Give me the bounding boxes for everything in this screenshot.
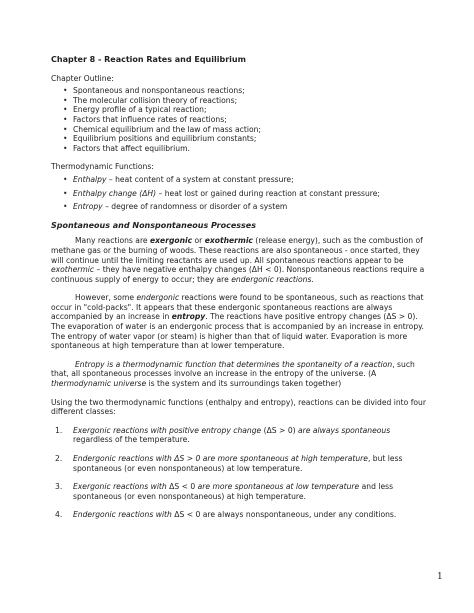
text: is the system and its surroundings taken together) <box>146 379 342 389</box>
reaction-classes-list <box>51 426 427 520</box>
emphasis: thermodynamic universe <box>51 379 147 389</box>
thermo-item-enthalpy <box>73 175 427 185</box>
text: . <box>311 274 314 284</box>
outline-item: • The molecular collision theory of reactions; <box>73 96 427 106</box>
emphasis: are more spontaneous at high temperature <box>202 454 368 463</box>
text: ΔS < 0 <box>174 510 203 520</box>
outline-item: • Energy profile of a typical reaction; <box>73 105 427 115</box>
paragraph-entropy-definition <box>51 360 427 389</box>
text: However, some <box>75 293 137 303</box>
page-number: 1 <box>437 572 443 582</box>
list-number: 1. <box>55 425 63 435</box>
text: (ΔS > 0) <box>261 425 299 435</box>
paragraph-endergonic <box>51 293 427 351</box>
outline-label: Chapter Outline: <box>51 73 114 83</box>
emphasis: are always spontaneous <box>298 425 391 435</box>
term-enthalpy-change: Enthalpy change <box>73 188 137 198</box>
term-desc: – heat lost or gained during reaction at constant pressure; <box>156 188 380 198</box>
term-entropy: Entropy <box>73 202 103 212</box>
emphasis: endergonic reactions <box>231 274 312 284</box>
outline-item: • Spontaneous and nonspontaneous reactions; <box>73 86 427 96</box>
reaction-class-item <box>55 454 427 473</box>
reaction-class-item <box>55 482 427 501</box>
document-content <box>51 55 427 529</box>
section-heading: Spontaneous and Nonspontaneous Processes <box>51 220 256 230</box>
text: or <box>192 236 205 246</box>
text: are always nonspontaneous, under any conditions. <box>202 510 397 520</box>
emphasis: endergonic <box>136 293 180 303</box>
text: regardless of the temperature. <box>73 435 190 445</box>
reaction-class-item <box>55 425 427 445</box>
thermo-list <box>51 175 427 212</box>
paragraph-classes-intro: Using the two thermodynamic functions (enthalpy and entropy), reactions can be divided into four different classes: <box>51 397 426 417</box>
emphasis: ΔS > 0 <box>174 454 203 463</box>
text: and less spontaneous (or even nonspontaneous) at high temperature. <box>73 482 394 501</box>
emphasis: Endergonic reactions with <box>73 510 175 520</box>
emphasis: Entropy is a thermodynamic function that determines the spontaneity of a reaction <box>75 359 393 369</box>
list-number: 3. <box>55 482 63 492</box>
outline-list <box>51 86 427 153</box>
term-symbol: (ΔH) <box>136 188 157 198</box>
emphasis: Endergonic reactions with <box>73 454 175 463</box>
emphasis: Exergonic reactions with positive entropy change <box>73 425 262 435</box>
text: – they have negative enthalpy changes (ΔH < 0). Nonspontaneous reactions require a continuous supply of energy to occur; they are <box>51 265 425 284</box>
emphasis: entropy <box>171 312 206 322</box>
paragraph-exergonic <box>51 236 427 284</box>
outline-item: • Equilibrium positions and equilibrium constants; <box>73 134 427 144</box>
text: Many reactions are <box>75 236 150 246</box>
term-enthalpy: Enthalpy <box>73 174 107 184</box>
list-number: 4. <box>55 510 63 520</box>
text: ΔS < 0 <box>169 482 198 492</box>
outline-item: • Factors that influence rates of reactions; <box>73 115 427 125</box>
emphasis: exothermic <box>204 236 253 246</box>
text: (release energy), such as the combustion of methane gas or the burning of woods. These reactions are also spontaneous - once started, they will continue until the limiting reactants are used up. All spontaneous reactions appear to be <box>51 236 423 265</box>
list-number: 2. <box>55 454 63 463</box>
outline-item: • Factors that affect equilibrium. <box>73 144 427 154</box>
emphasis: exergonic <box>150 236 193 246</box>
text: , but less spontaneous (or even nonspontaneous) at low temperature. <box>73 454 403 473</box>
chapter-title: Chapter 8 - Reaction Rates and Equilibrium <box>51 55 246 64</box>
text: , such that, all spontaneous processes involve an increase in the entropy of the universe. (A <box>51 359 415 379</box>
thermo-label: Thermodynamic Functions: <box>51 162 154 172</box>
thermo-item-enthalpy-change <box>73 189 427 199</box>
thermo-item-entropy <box>73 202 427 212</box>
outline-item: • Chemical equilibrium and the law of mass action; <box>73 125 427 135</box>
term-desc: – degree of randomness or disorder of a system <box>102 202 288 212</box>
reaction-class-item <box>55 510 427 520</box>
term-desc: – heat content of a system at constant pressure; <box>106 174 294 184</box>
text: reactions were found to be spontaneous, such as reactions that occur in "cold-packs". It appears that these endergonic spontaneous reactions are always accompanied by an increase in <box>51 293 424 322</box>
emphasis: are more spontaneous at low temperature <box>197 482 360 492</box>
text: . The reactions have positive entropy changes (ΔS > 0). The evaporation of water is an endergonic process that is accompanied by an increase in entropy. The entropy of water vapor (or steam) is higher than that of liquid water. Evaporation is more spontaneous at high temperature than at lower temperature. <box>51 312 424 351</box>
emphasis: Exergonic reactions with <box>73 482 170 492</box>
emphasis: exothermic <box>51 265 95 275</box>
